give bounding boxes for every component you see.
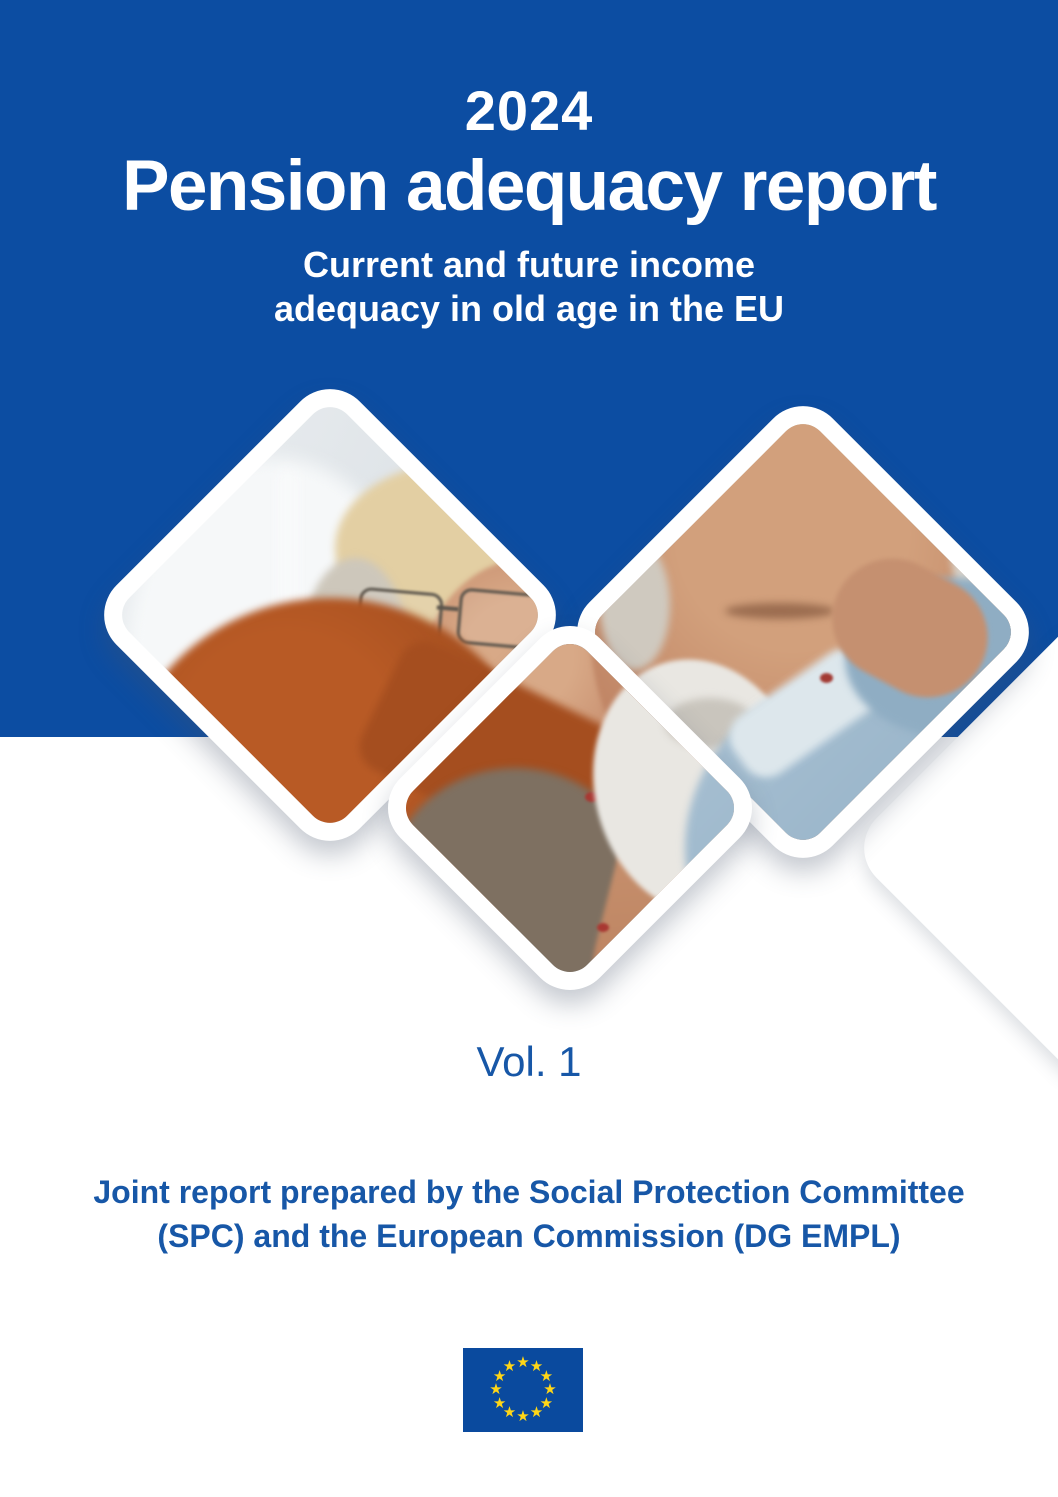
volume-label: Vol. 1 [476,1038,582,1085]
eu-star-icon: ★ [516,1354,530,1371]
subtitle-line-1: Current and future income [302,244,756,285]
eu-star-icon: ★ [492,1394,507,1412]
eu-star-icon: ★ [529,1404,544,1422]
eu-star-icon: ★ [492,1367,507,1385]
prepared-by-text [0,1170,1058,1258]
eu-flag-stars [463,1348,583,1432]
prepared-line-2: (SPC) and the European Commission (DG EMPL) [157,1218,901,1254]
eu-star-icon: ★ [539,1367,554,1385]
report-subtitle [0,243,1058,331]
eu-star-icon: ★ [539,1394,554,1412]
cover-year: 2024 [464,79,594,142]
eu-star-icon: ★ [543,1381,557,1398]
prepared-line-1: Joint report prepared by the Social Protection Committee [93,1174,965,1210]
eu-star-icon: ★ [502,1357,517,1375]
eu-star-icon: ★ [529,1357,544,1375]
report-title: Pension adequacy report [122,147,936,226]
eu-star-icon: ★ [516,1408,530,1425]
eu-star-icon: ★ [502,1404,517,1422]
photo-crop-bottom [429,667,711,949]
eu-flag-icon [463,1348,583,1432]
subtitle-line-2: adequacy in old age in the EU [273,288,785,329]
eu-star-icon: ★ [489,1381,503,1398]
